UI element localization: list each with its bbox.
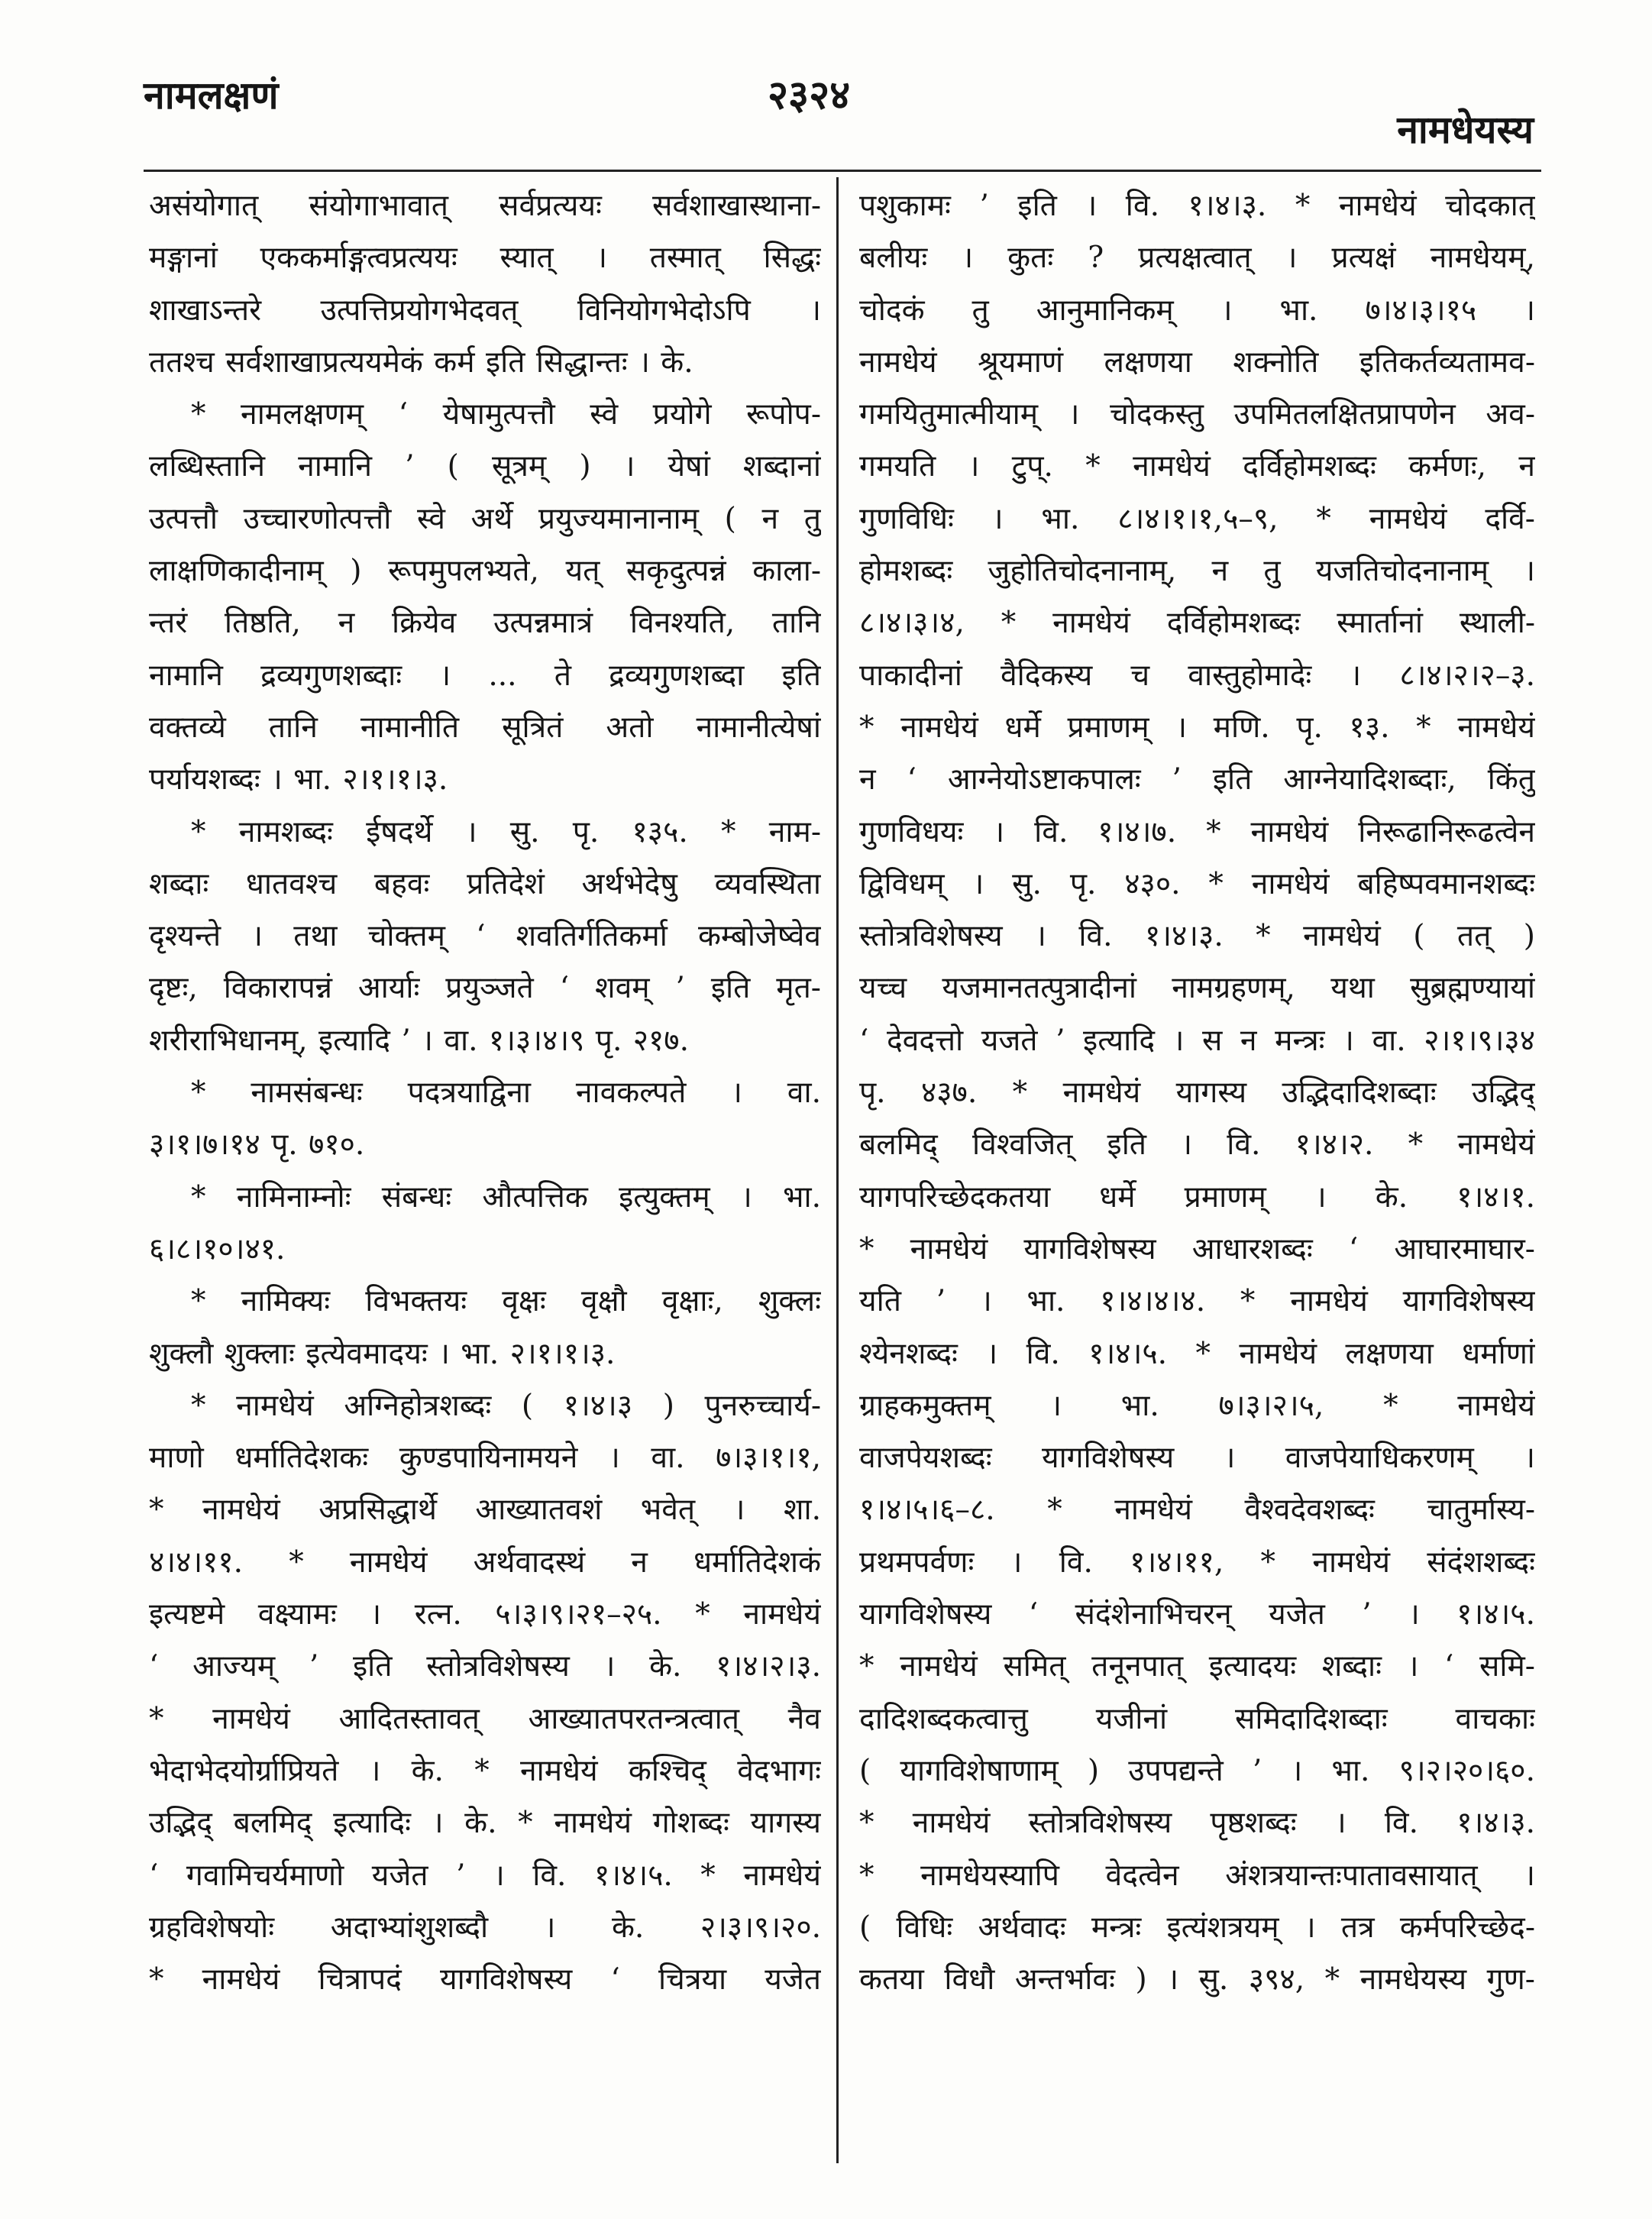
text-line: वक्तव्ये तानि नामानीति सूत्रितं अतो नामानीत्येषां xyxy=(149,710,821,745)
text-line: नामानि द्रव्यगुणशब्दाः । ... ते द्रव्यगुणशब्दा इति xyxy=(149,658,821,693)
text-line: यागपरिच्छेदकतया धर्मे प्रमाणम् । के. १।४।१. xyxy=(859,1179,1535,1215)
text-line: * नामिक्यः विभक्तयः वृक्षः वृक्षौ वृक्षाः, शुक्लः xyxy=(191,1284,821,1319)
text-line: * नामधेयं धर्मे प्रमाणम् । मणि. पृ. १३. * नामधेयं xyxy=(859,710,1535,745)
text-line: प्रथमपर्वणः । वि. १।४।११, * नामधेयं संदंशशब्दः xyxy=(859,1545,1535,1580)
text-line: बलीयः । कुतः ? प्रत्यक्षत्वात् । प्रत्यक्षं नामधेयम्, xyxy=(859,241,1535,276)
text-line: दृश्यन्ते । तथा चोक्तम् ‘ शवतिर्गतिकर्मा कम्बोजेष्वेव xyxy=(149,919,821,954)
text-line: मङ्गानां एककर्माङ्गत्वप्रत्ययः स्यात् । तस्मात् सिद्धः xyxy=(149,241,821,276)
text-line: उत्पत्तौ उच्चारणोत्पत्तौ स्वे अर्थे प्रयुज्यमानानाम् ( न तु xyxy=(149,501,821,536)
text-line: गुणविधिः । भा. ८।४।१।१,५–९, * नामधेयं दर्वि- xyxy=(859,501,1535,536)
column-divider xyxy=(836,177,839,2163)
text-line: कतया विधौ अन्तर्भावः ) । सु. ३९४, * नामधेयस्य गुण- xyxy=(859,1962,1535,1997)
text-line: शरीराभिधानम्, इत्यादि ’ । वा. १।३।४।९ पृ. २१७. xyxy=(149,1023,689,1058)
text-line: शुक्लौ शुक्लाः इत्येवमादयः । भा. २।१।१।३. xyxy=(149,1336,616,1371)
text-line: होमशब्दः जुहोतिचोदनानाम्, न तु यजतिचोदनानाम् । xyxy=(859,554,1535,589)
text-line: माणो धर्मातिदेशकः कुण्डपायिनामयने । वा. ७।३।१।१, xyxy=(149,1441,821,1476)
text-line: लब्धिस्तानि नामानि ’ ( सूत्रम् ) । येषां शब्दानां xyxy=(149,449,821,484)
text-line: ३।१।७।१४ पृ. ७१०. xyxy=(149,1127,365,1163)
text-line: ग्राहकमुक्तम् । भा. ७।३।२।५, * नामधेयं xyxy=(859,1388,1535,1423)
text-line: ‘ देवदत्तो यजते ’ इत्यादि । स न मन्त्रः । वा. २।१।९।३४ xyxy=(859,1023,1535,1058)
text-line: १।४।५।६–८. * नामधेयं वैश्वदेवशब्दः चातुर्मास्य- xyxy=(859,1493,1535,1528)
text-line: * नामलक्षणम् ‘ येषामुत्पत्तौ स्वे प्रयोगे रूपोप- xyxy=(191,397,821,432)
text-line: * नामसंबन्धः पदत्रयाद्विना नावकल्पते । वा. xyxy=(191,1076,821,1111)
text-line: उद्भिद् बलमिद् इत्यादिः । के. * नामधेयं गोशब्दः यागस्य xyxy=(149,1806,821,1841)
text-line: ततश्च सर्वशाखाप्रत्ययमेकं कर्म इति सिद्धान्तः । के. xyxy=(149,344,693,380)
text-line: गुणविधयः । वि. १।४।७. * नामधेयं निरूढानिरूढत्वेन xyxy=(859,814,1535,849)
text-line: इत्यष्टमे वक्ष्यामः । रत्न. ५।३।९।२१–२५. * नामधेयं xyxy=(149,1597,821,1632)
text-line: पृ. ४३७. * नामधेयं यागस्य उद्भिदादिशब्दाः उद्भिद् xyxy=(859,1076,1535,1111)
text-line: नामधेयं श्रूयमाणं लक्षणया शक्नोति इतिकर्तव्यतामव- xyxy=(859,344,1535,380)
text-line: यागविशेषस्य ‘ संदंशेनाभिचरन् यजेत ’ । १।४।५. xyxy=(859,1597,1535,1632)
text-line: * नामधेयं स्तोत्रविशेषस्य पृष्ठशब्दः । वि. १।४।३. xyxy=(859,1806,1535,1841)
text-line: पशुकामः ’ इति । वि. १।४।३. * नामधेयं चोदकात् xyxy=(859,189,1535,223)
text-line: बलमिद् विश्वजित् इति । वि. १।४।२. * नामधेयं xyxy=(859,1127,1535,1163)
right-column xyxy=(859,180,1535,2006)
text-line: पाकादीनां वैदिकस्य च वास्तुहोमादेः । ८।४।२।२–३. xyxy=(859,658,1535,693)
running-header-right: नामधेयस्य xyxy=(1397,108,1534,152)
text-line: पर्यायशब्दः । भा. २।१।१।३. xyxy=(149,762,448,797)
text-line: चोदकं तु आनुमानिकम् । भा. ७।४।३।१५ । xyxy=(859,293,1535,328)
text-line: * नामधेयं अप्रसिद्धार्थे आख्यातवशं भवेत् । शा. xyxy=(149,1493,821,1528)
text-line: ( यागविशेषाणाम् ) उपपद्यन्ते ’ । भा. ९।२।२०।६०. xyxy=(859,1753,1535,1788)
text-line: ४।४।११. * नामधेयं अर्थवादस्थं न धर्मातिदेशकं xyxy=(149,1545,821,1580)
text-line: शाखाऽन्तरे उत्पत्तिप्रयोगभेदवत् विनियोगभेदोऽपि । xyxy=(149,293,821,328)
running-header-left: नामलक्षणं xyxy=(144,73,279,118)
text-line: वाजपेयशब्दः यागविशेषस्य । वाजपेयाधिकरणम् । xyxy=(859,1441,1535,1476)
text-line: गमयति । टुप्. * नामधेयं दर्विहोमशब्दः कर्मणः, न xyxy=(859,449,1535,484)
text-line: * नामधेयस्यापि वेदत्वेन अंशत्रयान्तःपातावसायात् । xyxy=(859,1858,1535,1893)
text-line: स्तोत्रविशेषस्य । वि. १।४।३. * नामधेयं ( तत् ) xyxy=(859,919,1535,954)
text-line: * नामशब्दः ईषदर्थे । सु. पृ. १३५. * नाम- xyxy=(191,814,821,849)
text-line: न ‘ आग्नेयोऽष्टाकपालः ’ इति आग्नेयादिशब्दाः, किंतु xyxy=(859,762,1535,797)
text-line: भेदाभेदयोर्ग्राप्रियते । के. * नामधेयं कश्चिद् वेदभागः xyxy=(149,1753,821,1788)
text-line: यति ’ । भा. १।४।४।४. * नामधेयं यागविशेषस्य xyxy=(859,1284,1535,1319)
text-line: * नामधेयं यागविशेषस्य आधारशब्दः ‘ आघारमाघार- xyxy=(859,1231,1535,1266)
text-line: ‘ आज्यम् ’ इति स्तोत्रविशेषस्य । के. १।४।२।३. xyxy=(149,1649,821,1684)
text-line: * नामधेयं चित्रापदं यागविशेषस्य ‘ चित्रया यजेत xyxy=(149,1962,821,1997)
text-line: गमयितुमात्मीयाम् । चोदकस्तु उपमितलक्षितप्रापणेन अव- xyxy=(859,397,1535,432)
left-column xyxy=(149,180,821,2006)
text-line: लाक्षणिकादीनाम् ) रूपमुपलभ्यते, यत् सकृदुत्पन्नं काला- xyxy=(149,554,821,589)
text-line: * नामधेयं समित् तनूनपात् इत्यादयः शब्दाः । ‘ समि- xyxy=(859,1649,1535,1684)
text-line: * नामधेयं आदितस्तावत् आख्यातपरतन्त्रत्वात् नैव xyxy=(149,1701,821,1736)
text-line: यच्च यजमानतत्पुत्रादीनां नामग्रहणम्, यथा सुब्रह्मण्यायां xyxy=(859,971,1535,1006)
text-line: * नामधेयं अग्निहोत्रशब्दः ( १।४।३ ) पुनरुच्चार्य- xyxy=(191,1388,821,1423)
page-number: २३२४ xyxy=(768,73,851,118)
text-line: असंयोगात् संयोगाभावात् सर्वप्रत्ययः सर्वशाखास्थाना- xyxy=(149,189,821,223)
text-line: शब्दाः धातवश्च बहवः प्रतिदेशं अर्थभेदेषु व्यवस्थिता xyxy=(149,866,821,901)
text-line: ग्रहविशेषयोः अदाभ्यांशुशब्दौ । के. २।३।९।२०. xyxy=(149,1910,821,1945)
text-line: श्येनशब्दः । वि. १।४।५. * नामधेयं लक्षणया धर्माणां xyxy=(859,1336,1535,1371)
header-rule xyxy=(144,170,1541,172)
text-line: ८।४।३।४, * नामधेयं दर्विहोमशब्दः स्मार्तानां स्थाली- xyxy=(859,606,1535,641)
text-line: * नामिनाम्नोः संबन्धः औत्पत्तिक इत्युक्तम् । भा. xyxy=(191,1179,821,1215)
text-line: दृष्टः, विकारापन्नं आर्याः प्रयुञ्जते ‘ शवम् ’ इति मृत- xyxy=(149,971,821,1006)
text-line: दादिशब्दकत्वात्तु यजीनां समिदादिशब्दाः वाचकाः xyxy=(859,1701,1535,1736)
text-line: ‘ गवामिचर्यमाणो यजेत ’ । वि. १।४।५. * नामधेयं xyxy=(149,1858,821,1893)
text-line: ६।८।१०।४१. xyxy=(149,1231,286,1266)
text-line: द्विविधम् । सु. पृ. ४३०. * नामधेयं बहिष्पवमानशब्दः xyxy=(859,866,1535,901)
text-line: न्तरं तिष्ठति, न क्रियेव उत्पन्नमात्रं विनश्यति, तानि xyxy=(149,606,821,641)
text-line: ( विधिः अर्थवादः मन्त्रः इत्यंशत्रयम् । तत्र कर्मपरिच्छेद- xyxy=(859,1910,1535,1945)
